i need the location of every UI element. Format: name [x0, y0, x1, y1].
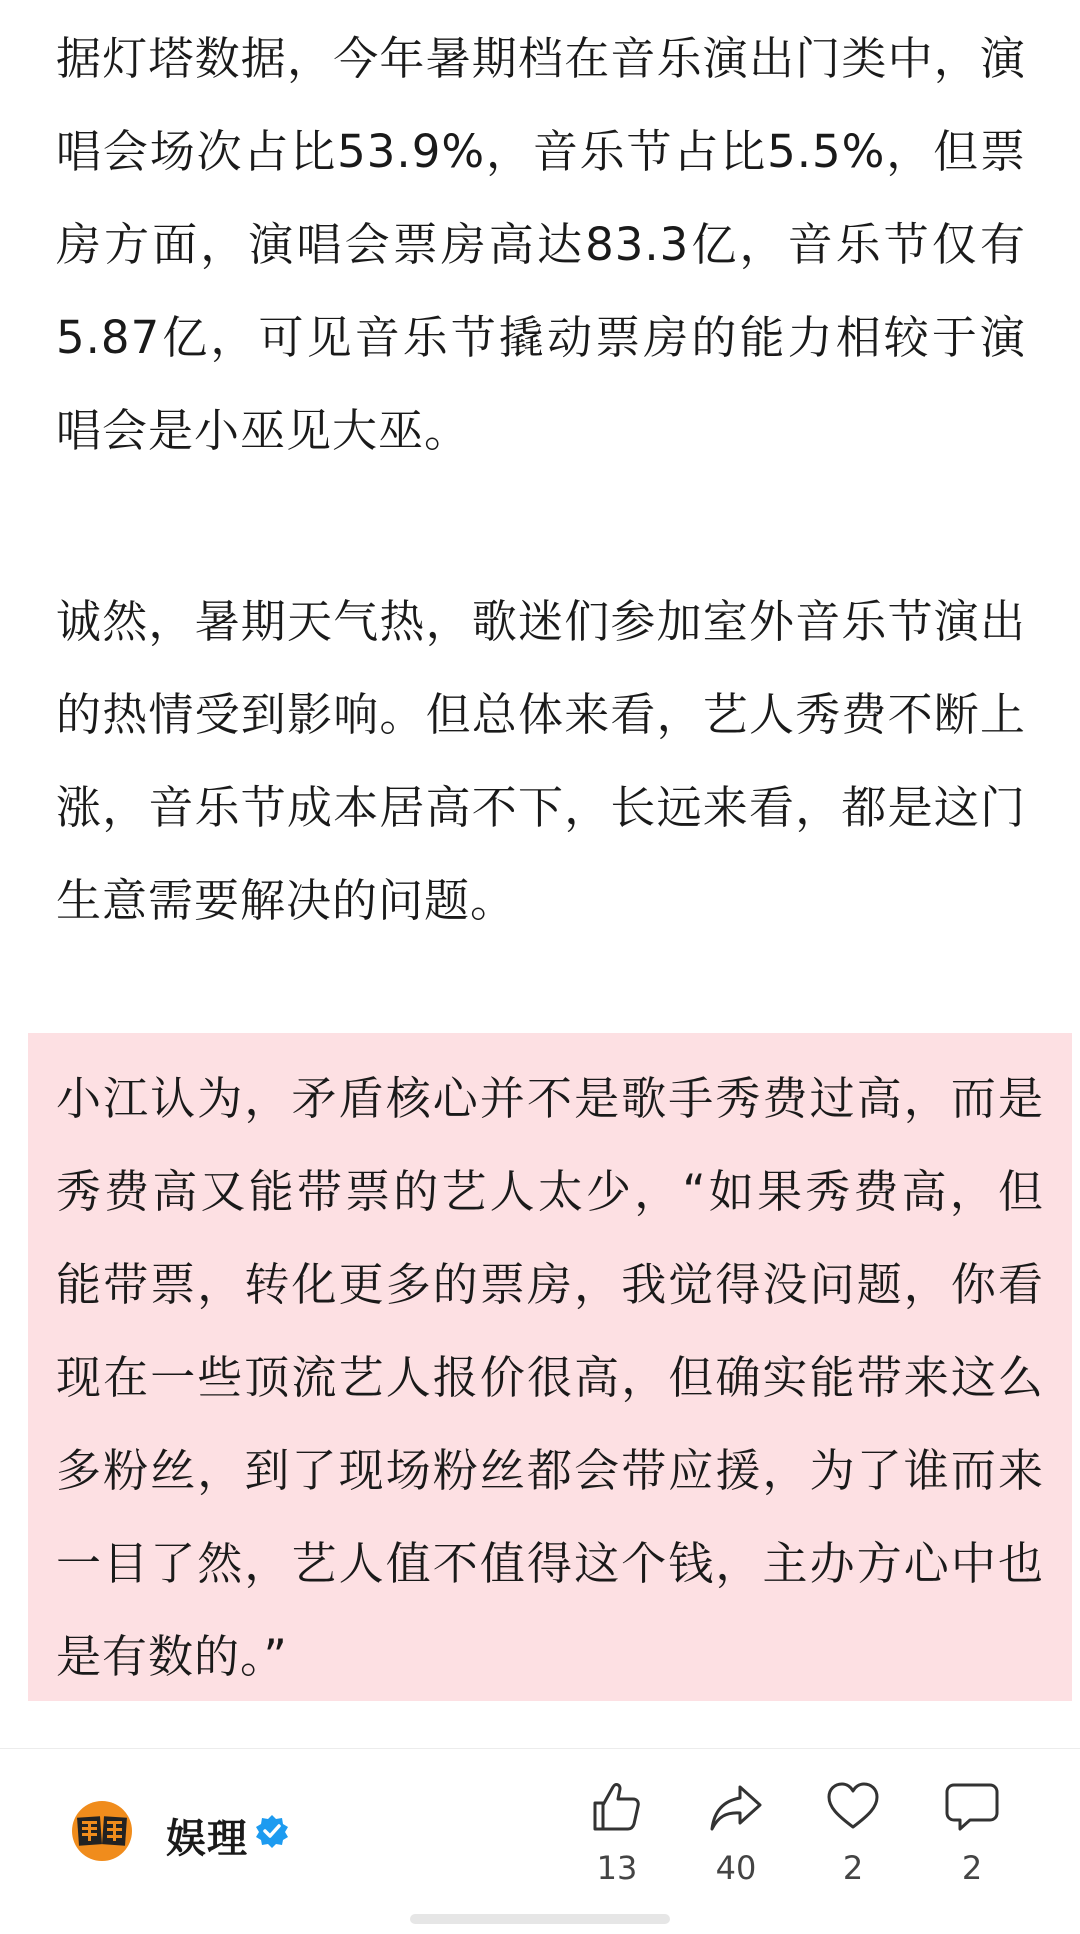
- author-name[interactable]: 娱理: [166, 1816, 248, 1862]
- favorite-count: 2: [842, 1849, 864, 1887]
- thumbs-up-icon: [587, 1777, 647, 1837]
- like-button[interactable]: [567, 1777, 667, 1887]
- home-indicator[interactable]: [410, 1914, 670, 1924]
- comment-count: 2: [961, 1849, 983, 1887]
- quote-paragraph: 小江认为，矛盾核心并不是歌手秀费过高，而是秀费高又能带票的艺人太少，“如果秀费高，但能带票，转化更多的票房，我觉得没问题，你看现在一些顶流艺人报价很高，但确实能带来这么多粉丝，到了现场粉丝都会带应援，为了谁而来一目了然，艺人值不值得这个钱，主办方心中也是有数的。”: [56, 1072, 1044, 1683]
- share-count: 40: [715, 1849, 757, 1887]
- article-paragraph: 诚然，暑期天气热，歌迷们参加室外音乐节演出的热情受到影响。但总体来看，艺人秀费不断上涨，音乐节成本居高不下，长远来看，都是这门生意需要解决的问题。: [56, 595, 1026, 927]
- comment-icon: [942, 1777, 1002, 1837]
- comment-button[interactable]: [922, 1777, 1022, 1887]
- verified-badge-icon: [254, 1813, 290, 1849]
- share-arrow-icon: [706, 1777, 766, 1837]
- avatar-logo-icon: [70, 1799, 134, 1863]
- favorite-button[interactable]: [803, 1777, 903, 1887]
- share-button[interactable]: [686, 1777, 786, 1887]
- highlighted-quote-block: [28, 1033, 1072, 1701]
- avatar[interactable]: [70, 1799, 134, 1863]
- article-paragraph: 据灯塔数据，今年暑期档在音乐演出门类中，演唱会场次占比53.9%，音乐节占比5.5%，但票房方面，演唱会票房高达83.3亿，音乐节仅有5.87亿，可见音乐节撬动票房的能力相较于演唱会是小巫见大巫。: [56, 32, 1026, 457]
- post-footer: [0, 1749, 1080, 1934]
- like-count: 13: [596, 1849, 638, 1887]
- heart-icon: [823, 1777, 883, 1837]
